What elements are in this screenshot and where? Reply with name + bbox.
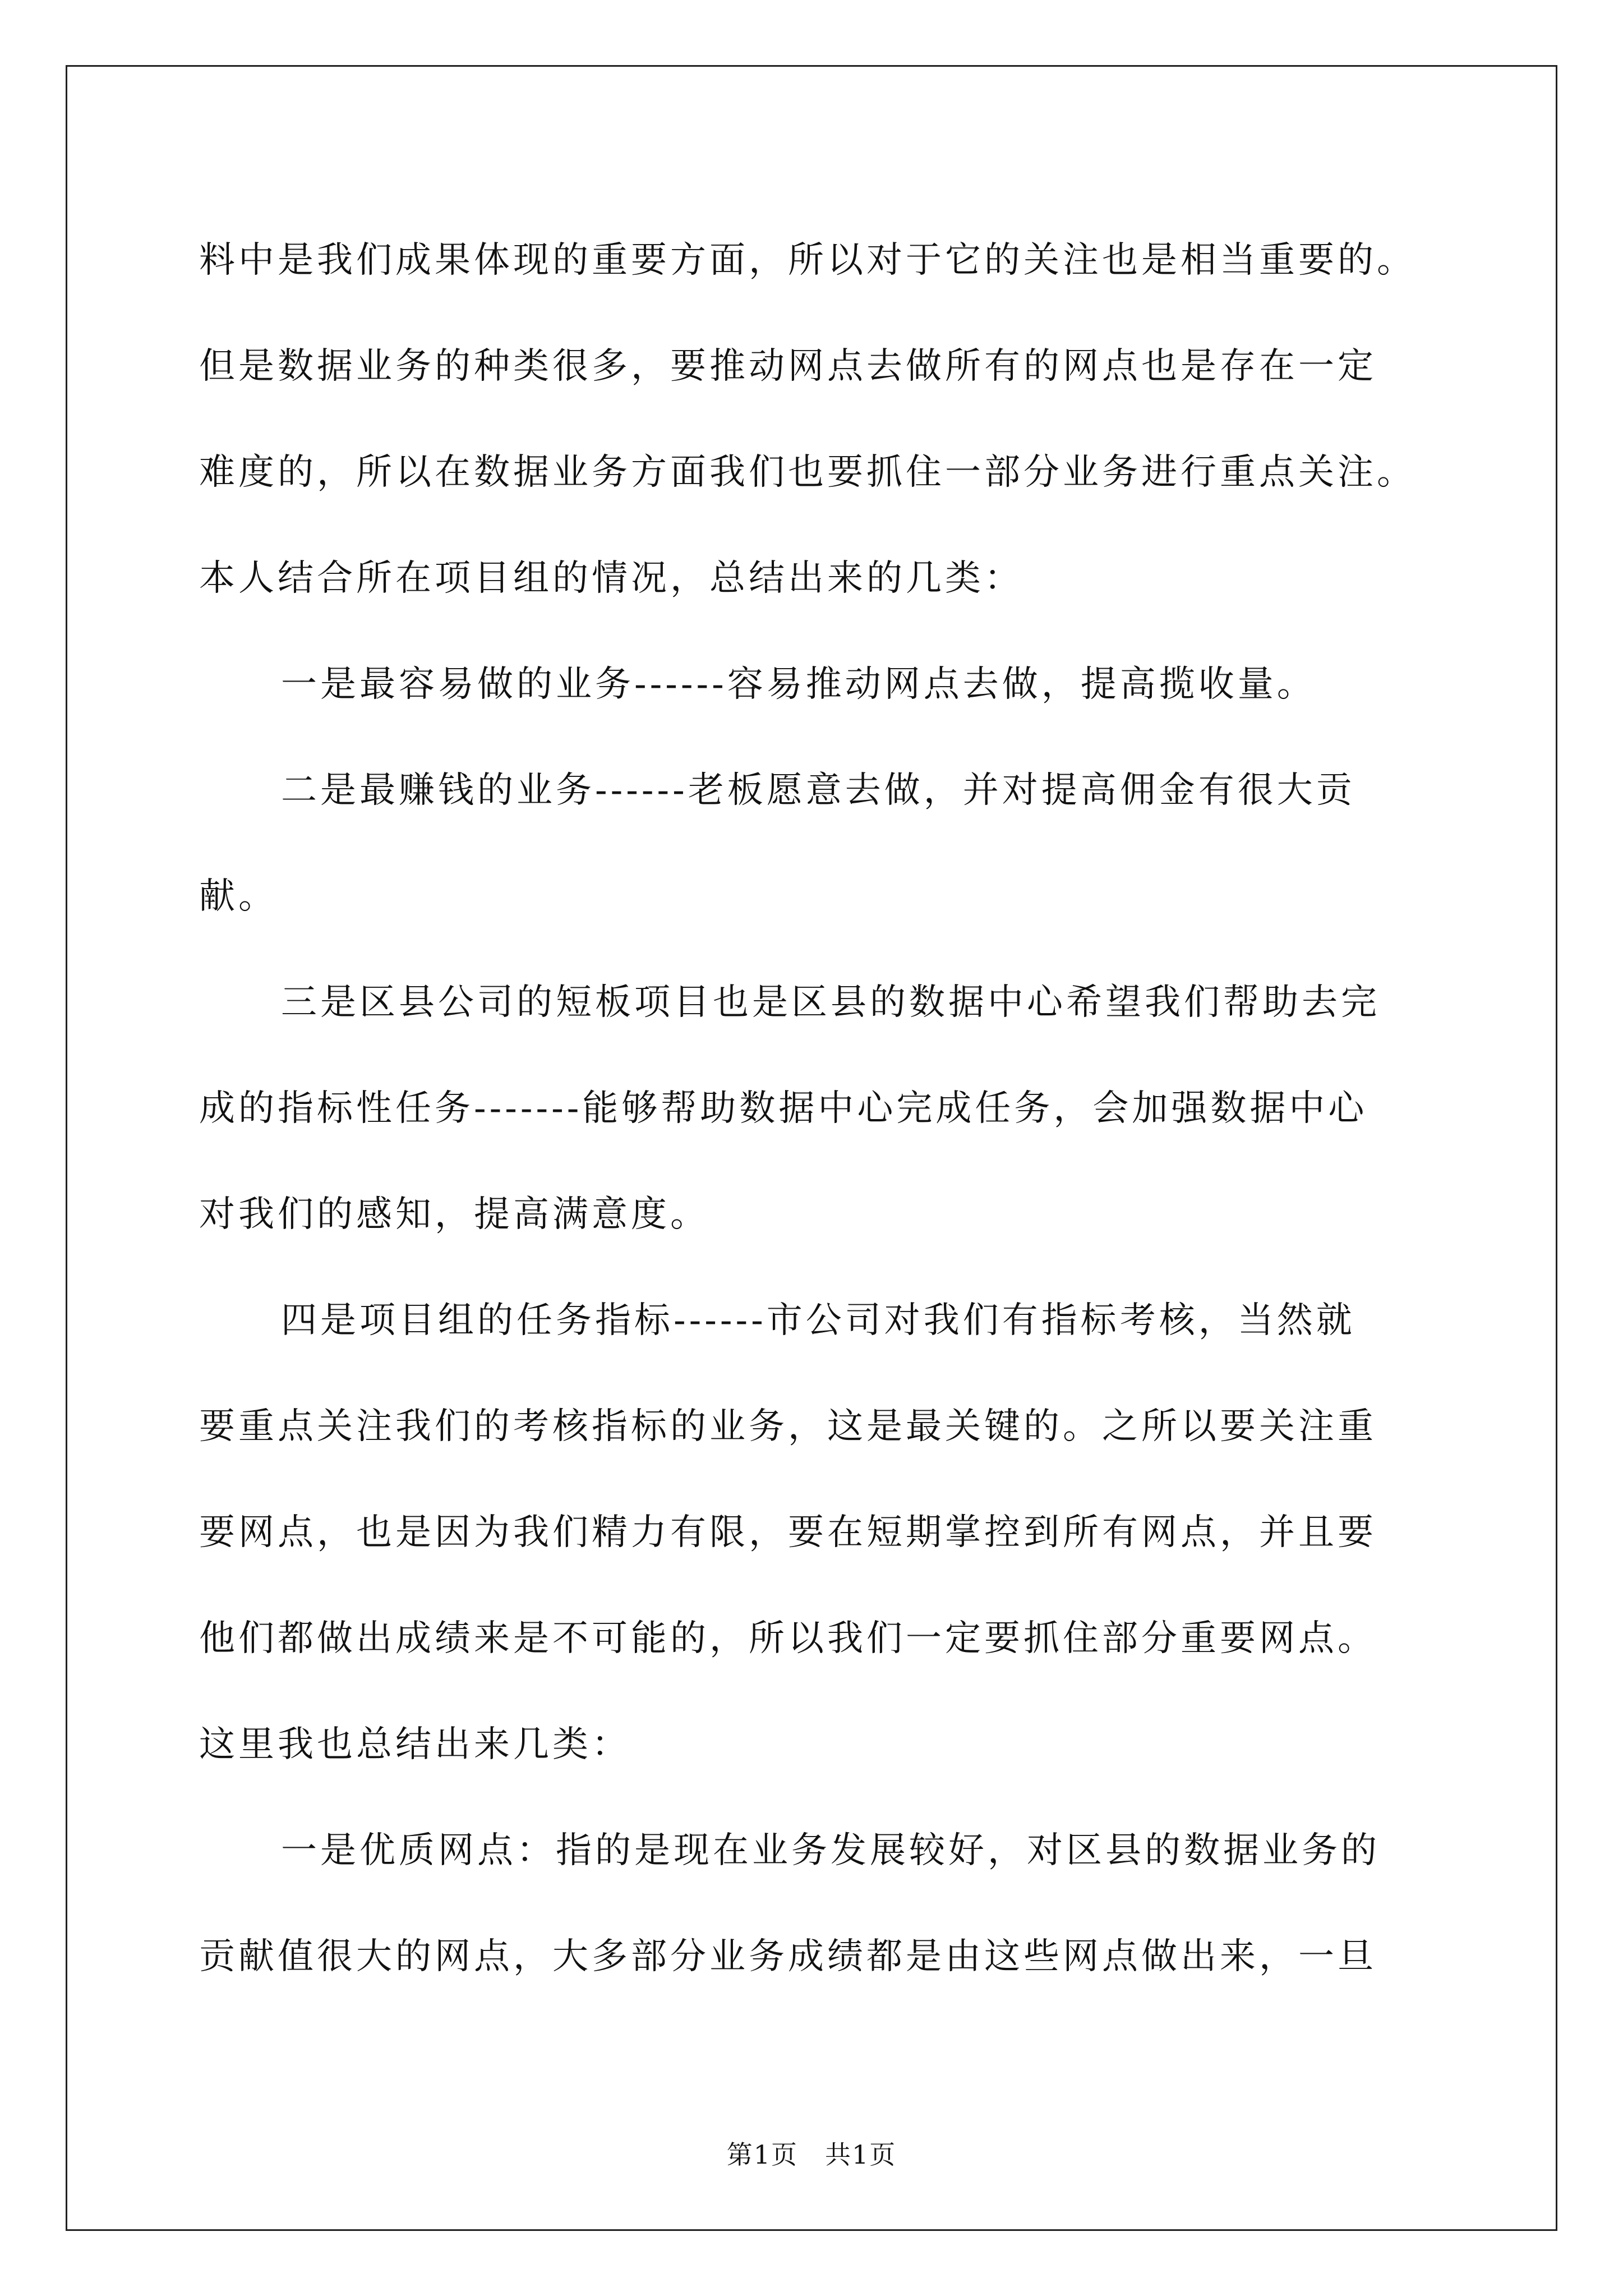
page-footer: 第1页 共1页 [726, 2139, 897, 2170]
text-line: 一是最容易做的业务------容易推动网点去做，提高揽收量。 [281, 664, 1316, 705]
text-line: 这里我也总结出来几类： [199, 1724, 631, 1765]
text-line: 献。 [199, 876, 278, 917]
paragraph-1 [199, 208, 1433, 632]
paragraph-5 [199, 1268, 1433, 1798]
text-line: 贡献值很大的网点，大多部分业务成绩都是由这些网点做出来，一旦 [199, 1936, 1377, 1977]
document-body [199, 208, 1433, 2010]
text-line: 对我们的感知，提高满意度。 [199, 1194, 709, 1235]
text-line: 成的指标性任务-------能够帮助数据中心完成任务，会加强数据中心 [199, 1088, 1368, 1129]
paragraph-6 [199, 1798, 1433, 2010]
text-line: 要重点关注我们的考核指标的业务，这是最关键的。之所以要关注重 [199, 1406, 1377, 1447]
text-line: 料中是我们成果体现的重要方面，所以对于它的关注也是相当重要的。 [199, 240, 1416, 281]
text-line: 但是数据业务的种类很多，要推动网点去做所有的网点也是存在一定 [199, 346, 1377, 387]
text-line: 难度的，所以在数据业务方面我们也要抓住一部分业务进行重点关注。 [199, 452, 1416, 493]
paragraph-3 [199, 738, 1433, 950]
text-line: 本人结合所在项目组的情况，总结出来的几类： [199, 558, 1023, 599]
text-line: 他们都做出成绩来是不可能的，所以我们一定要抓住部分重要网点。 [199, 1618, 1377, 1659]
text-line: 要网点，也是因为我们精力有限，要在短期掌控到所有网点，并且要 [199, 1512, 1377, 1553]
text-line: 三是区县公司的短板项目也是区县的数据中心希望我们帮助去完 [281, 982, 1380, 1023]
text-line: 一是优质网点：指的是现在业务发展较好，对区县的数据业务的 [281, 1830, 1380, 1871]
paragraph-4 [199, 950, 1433, 1268]
paragraph-2 [199, 632, 1433, 738]
text-line: 四是项目组的任务指标------市公司对我们有指标考核，当然就 [281, 1300, 1355, 1341]
text-line: 二是最赚钱的业务------老板愿意去做，并对提高佣金有很大贡 [281, 770, 1355, 811]
